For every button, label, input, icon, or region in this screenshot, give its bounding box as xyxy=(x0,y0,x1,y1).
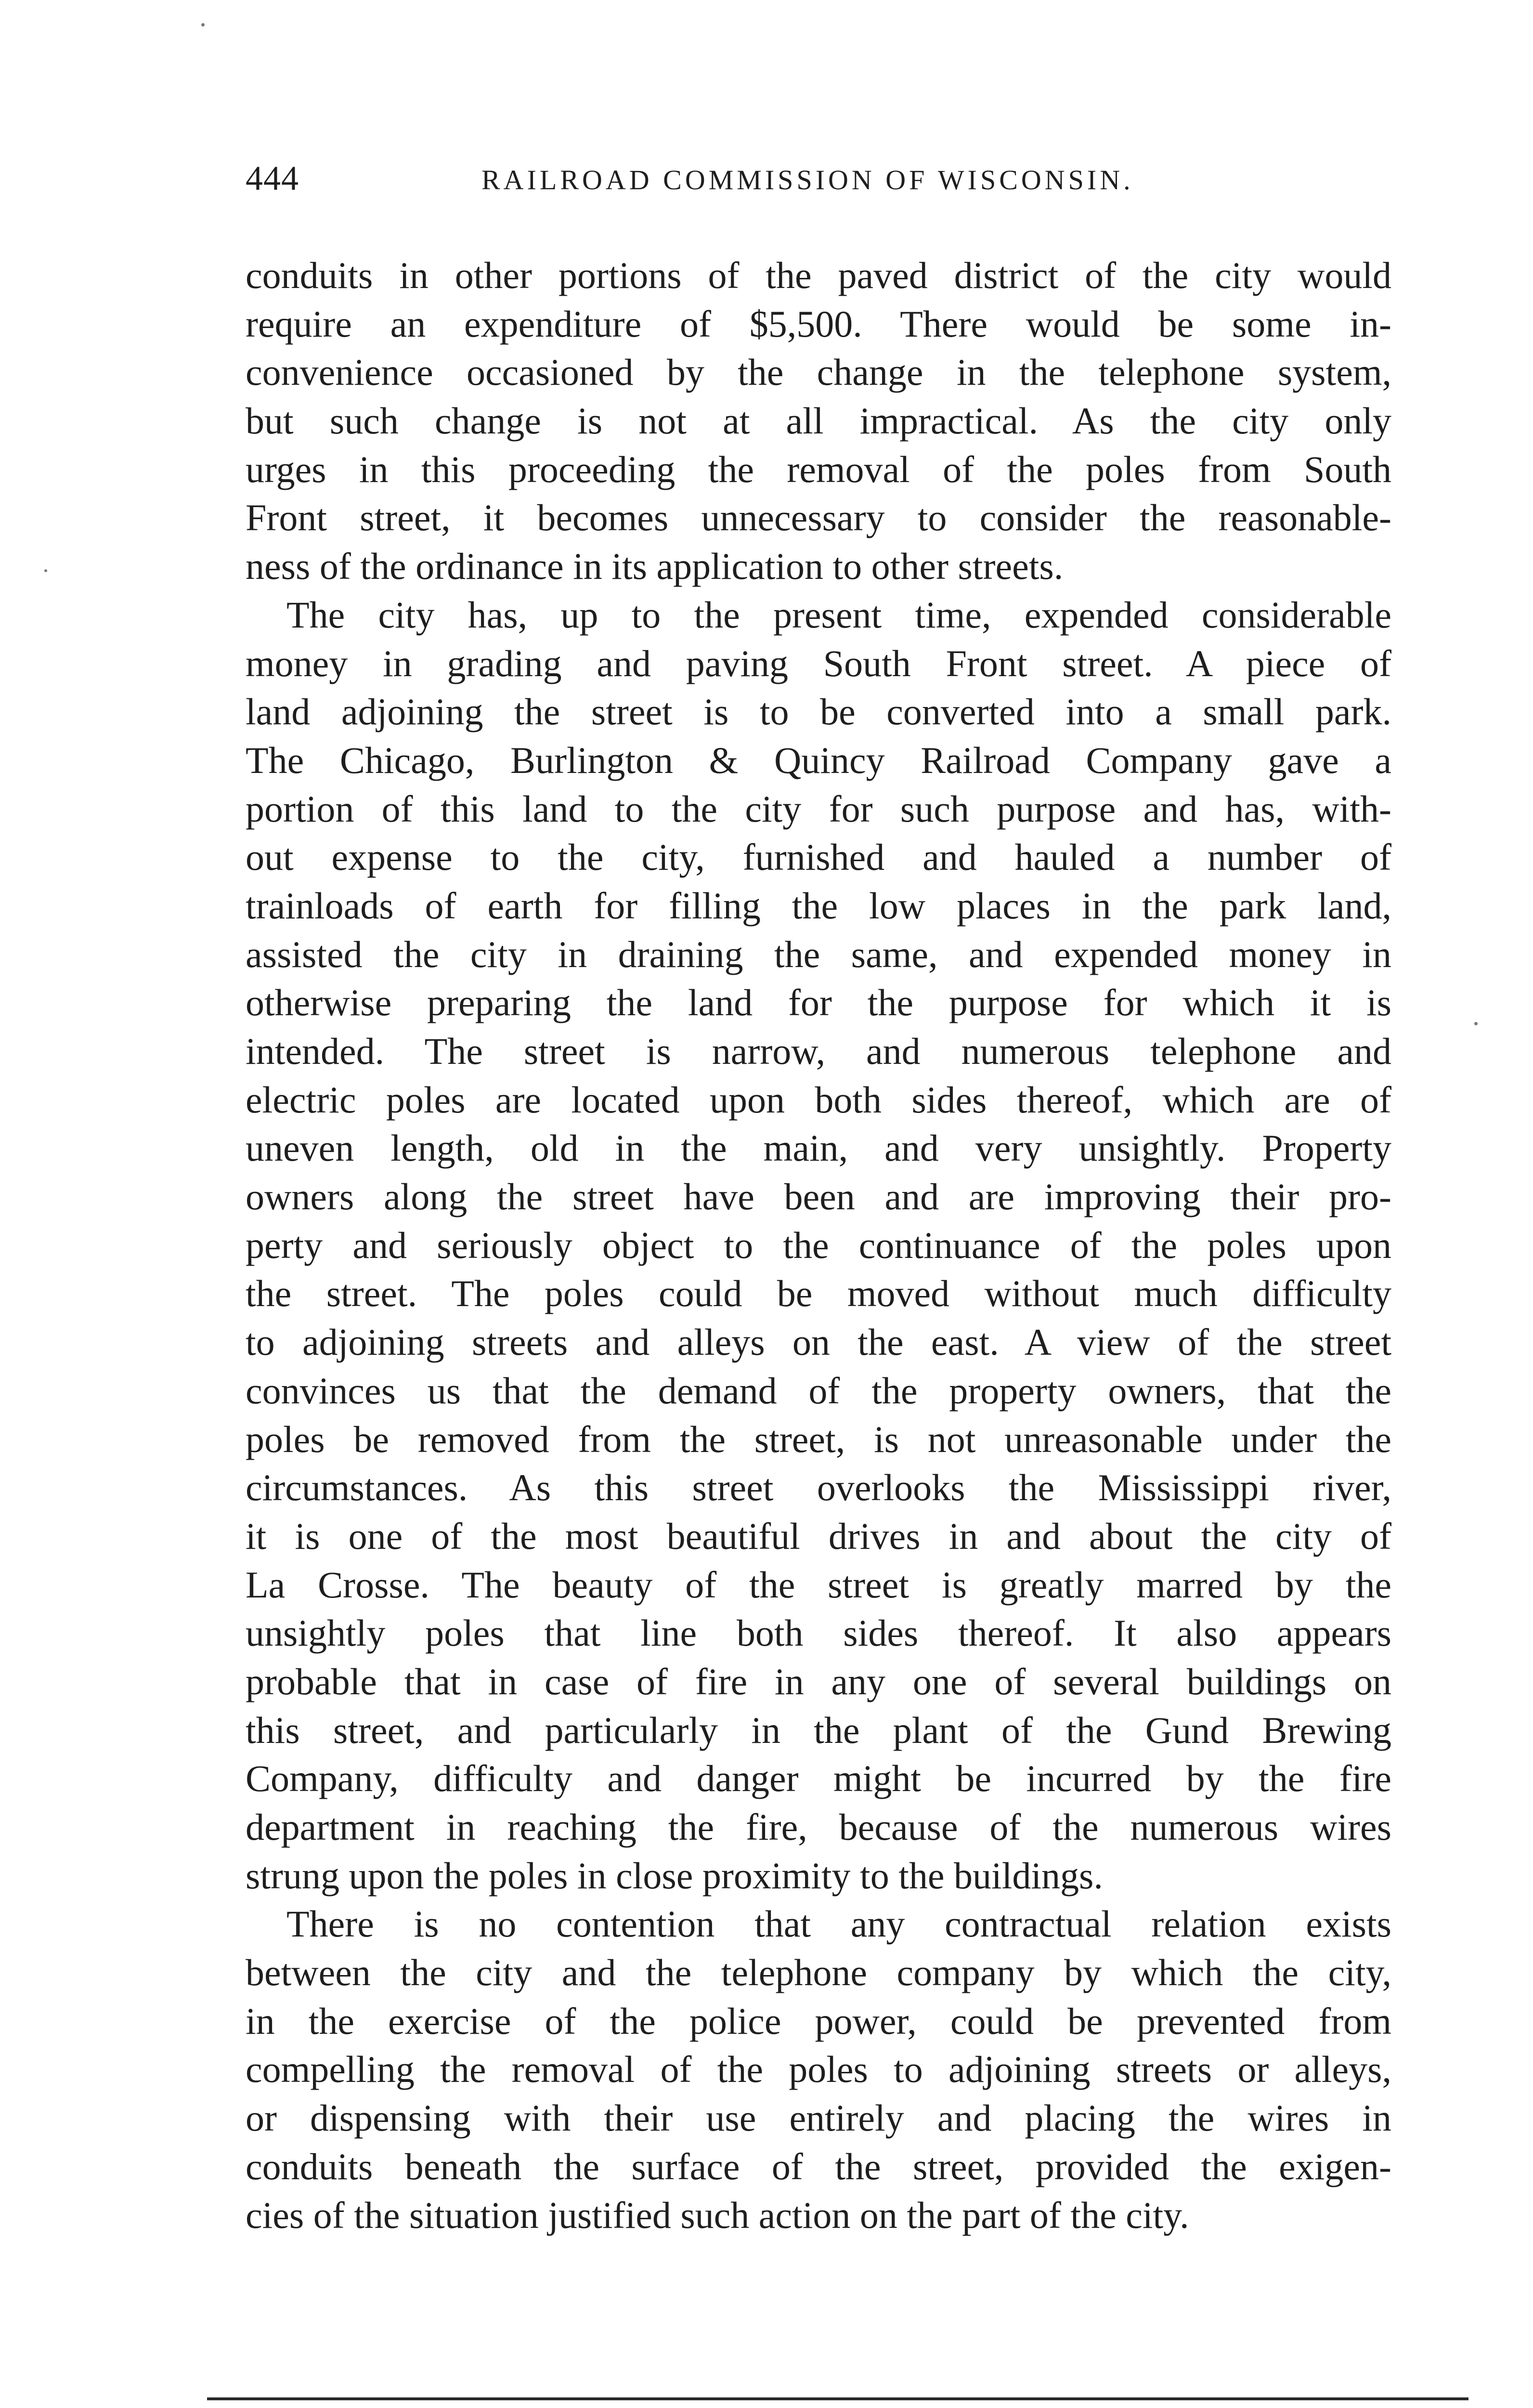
text-line: intended. The street is narrow, and numerous telephone and xyxy=(246,1030,1391,1072)
text-line: probable that in case of fire in any one of several buildings on xyxy=(246,1660,1391,1702)
scan-speck xyxy=(201,23,205,26)
text-line: unsightly poles that line both sides thereof. It also appears xyxy=(246,1612,1391,1654)
text-line: There is no contention that any contractual relation exists xyxy=(286,1903,1391,1945)
text-line: portion of this land to the city for such purpose and has, with- xyxy=(246,787,1391,830)
text-line: to adjoining streets and alleys on the east. A view of the street xyxy=(246,1321,1391,1363)
scan-speck xyxy=(44,569,47,572)
text-line: it is one of the most beautiful drives in and about the city of xyxy=(246,1515,1391,1557)
text-line: otherwise preparing the land for the purpose for which it is xyxy=(246,982,1391,1024)
text-line: Front street, it becomes unnecessary to consider the reasonable- xyxy=(246,497,1391,539)
text-line: urges in this proceeding the removal of the poles from South xyxy=(246,448,1391,490)
text-line: between the city and the telephone company by which the city, xyxy=(246,1951,1391,1994)
running-head: RAILROAD COMMISSION OF WISCONSIN. xyxy=(481,164,1134,196)
text-line: conduits beneath the surface of the street, provided the exigen- xyxy=(246,2145,1391,2187)
text-line: trainloads of earth for filling the low places in the park land, xyxy=(246,884,1391,927)
paragraph xyxy=(246,591,1391,1900)
text-line: The Chicago, Burlington & Quincy Railroad Company gave a xyxy=(246,739,1391,781)
text-line: strung upon the poles in close proximity to the buildings. xyxy=(246,1854,1103,1897)
text-line: money in grading and paving South Front street. A piece of xyxy=(246,642,1391,684)
text-line: the street. The poles could be moved without much difficulty xyxy=(246,1272,1391,1315)
text-line: poles be removed from the street, is not unreasonable under the xyxy=(246,1418,1391,1460)
text-line: convenience occasioned by the change in the telephone system, xyxy=(246,351,1391,393)
body-text xyxy=(246,251,1391,2239)
paragraph xyxy=(246,251,1391,591)
text-line: in the exercise of the police power, could be prevented from xyxy=(246,2000,1391,2042)
text-line: conduits in other portions of the paved district of the city would xyxy=(246,254,1391,296)
text-line: department in reaching the fire, because of the numerous wires xyxy=(246,1806,1391,1848)
text-line: electric poles are located upon both sides thereof, which are of xyxy=(246,1078,1391,1121)
text-line: The city has, up to the present time, expended considerable xyxy=(286,593,1391,636)
page-number: 444 xyxy=(246,159,299,197)
text-line: perty and seriously object to the continuance of the poles upon xyxy=(246,1224,1391,1266)
text-line: owners along the street have been and are improving their pro- xyxy=(246,1176,1391,1218)
text-line: Company, difficulty and danger might be incurred by the fire xyxy=(246,1757,1391,1800)
text-line: or dispensing with their use entirely and placing the wires in xyxy=(246,2097,1391,2139)
text-line: but such change is not at all impractical. As the city only xyxy=(246,400,1391,442)
text-line: uneven length, old in the main, and very unsightly. Property xyxy=(246,1127,1391,1169)
page-header xyxy=(246,155,1401,208)
text-line: this street, and particularly in the plant of the Gund Brewing xyxy=(246,1709,1391,1751)
bottom-rule xyxy=(207,2397,1468,2400)
text-line: circumstances. As this street overlooks the Mississippi river, xyxy=(246,1466,1391,1509)
text-line: convinces us that the demand of the property owners, that the xyxy=(246,1369,1391,1412)
text-line: compelling the removal of the poles to adjoining streets or alleys, xyxy=(246,2048,1391,2091)
text-line: land adjoining the street is to be converted into a small park. xyxy=(246,691,1391,733)
text-line: require an expenditure of $5,500. There would be some in- xyxy=(246,302,1391,345)
text-line: ness of the ordinance in its application to other streets. xyxy=(246,545,1064,588)
text-line: out expense to the city, furnished and hauled a number of xyxy=(246,836,1391,878)
text-line: La Crosse. The beauty of the street is greatly marred by the xyxy=(246,1563,1391,1606)
paragraph xyxy=(246,1900,1391,2239)
text-line: assisted the city in draining the same, and expended money in xyxy=(246,933,1391,975)
text-line: cies of the situation justified such action on the part of the city. xyxy=(246,2194,1189,2236)
scan-speck xyxy=(1474,1022,1478,1025)
